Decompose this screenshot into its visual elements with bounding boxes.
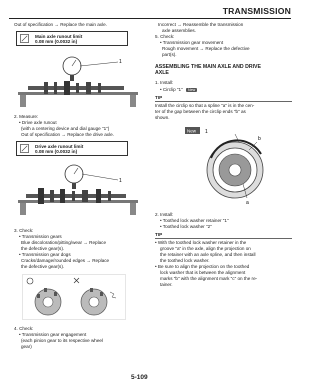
drive-axle-limit-box [16, 141, 128, 156]
step3-line-6: the defective gear(s). [21, 264, 65, 269]
install-1-heading: 1. Install: [155, 80, 174, 85]
section-title-line-1: ASSEMBLING THE MAIN AXLE AND DRIVE [155, 64, 261, 70]
step2-bullet: • Drive axle runout [19, 120, 57, 125]
circlip-installation-figure [185, 124, 277, 206]
figure-callout-1: 1 [205, 129, 208, 135]
step2-result: Out of specification → Replace the drive axle. [21, 132, 114, 137]
main-axle-runout-figure [14, 52, 142, 110]
step3-line-4: • Transmission gear dogs [19, 252, 71, 257]
tip-2-line-2: groove "a" in the axle, align the projection on [160, 246, 251, 251]
step3-heading: 3. Check: [14, 228, 34, 233]
step2-heading: 2. Measure: [14, 114, 39, 119]
drive-axle-runout-figure [14, 160, 142, 218]
tip-2-line-6: lock washer that is between the alignment [160, 270, 246, 275]
step3-line-3: the defective gear(s). [21, 246, 65, 251]
circlip-item [160, 87, 197, 92]
tip-2-line-3: the retainer with an axle spline, and then install [160, 252, 256, 257]
right-top-line-4: • Transmission gear movement [160, 40, 224, 45]
gear-dogs-figure [22, 274, 126, 320]
callout-1-drive: 1 [119, 178, 122, 184]
washer-item-2: • Toothed lock washer "2" [160, 224, 212, 229]
page-number: 5-109 [131, 374, 148, 381]
tip-1-line-2: ter of the gap between the circlip ends "b" as [155, 109, 246, 114]
figure-callout-a: a [246, 200, 249, 206]
right-top-line-5: Rough movement → Replace the defective [162, 46, 250, 51]
figure-new-badge: New [187, 128, 197, 134]
tip-2-line-8: tainer. [160, 282, 173, 287]
figure-callout-b: b [258, 136, 261, 142]
tip-2-label: TIP [155, 232, 292, 239]
tip-1-label: TIP [155, 95, 292, 102]
tip-1-line-3: shown. [155, 115, 170, 120]
new-part-badge: New [188, 87, 196, 92]
washer-item-1: • Toothed lock washer retainer "1" [160, 218, 229, 223]
step4-line-3: gear) [21, 344, 32, 349]
install-2-heading: 2. Install: [155, 212, 174, 217]
right-top-line-6: part(s). [162, 52, 177, 57]
measurement-icon [17, 32, 32, 45]
page-header-title: TRANSMISSION [222, 6, 291, 16]
tip-2-line-1: • With the toothed lock washer retainer in the [155, 240, 247, 245]
intro-text: Out of specification → Replace the main axle. [14, 22, 107, 27]
tip-1-line-1: Install the circlip so that a spline "a" is in the cen- [155, 103, 255, 108]
right-top-line-2: axle assemblies. [162, 28, 196, 33]
tip-2-line-5: • Be sure to align the projection on the toothed [155, 264, 250, 269]
step3-line-1: • Transmission gears [19, 234, 62, 239]
circlip-label: • Circlip "1" [160, 87, 183, 92]
step2-detail: (with a centering device and dial gauge "1") [21, 126, 110, 131]
step4-line-1: • Transmission gear engagement [19, 332, 87, 337]
main-axle-limit-value: 0.08 mm (0.0032 in) [35, 39, 78, 45]
step4-line-2: (each pinion gear to its respective wheel [21, 338, 103, 343]
main-axle-limit-box [16, 31, 128, 46]
step4-heading: 4. Check: [14, 326, 34, 331]
tip-2-line-4: the toothed lock washer. [160, 258, 210, 263]
measurement-icon [17, 142, 32, 155]
main-axle-limit-label: Main axle runout limit [35, 34, 83, 39]
step3-line-2: Blue discoloration/pitting/wear → Replace [21, 240, 107, 245]
step3-line-5: Cracks/damage/rounded edges → Replace [21, 258, 110, 263]
drive-axle-limit-value: 0.08 mm (0.0032 in) [35, 149, 78, 155]
section-title-line-2: AXLE [155, 70, 169, 76]
header-rule [9, 18, 291, 19]
right-step5-heading: 5. Check: [155, 34, 175, 39]
callout-1-main: 1 [119, 59, 122, 65]
tip-2-line-7: marks "b" with the alignment mark "c" on the re- [160, 276, 258, 281]
drive-axle-limit-label: Drive axle runout limit [35, 144, 84, 149]
right-top-line-1: Incorrect → Reassemble the transmission [158, 22, 244, 27]
